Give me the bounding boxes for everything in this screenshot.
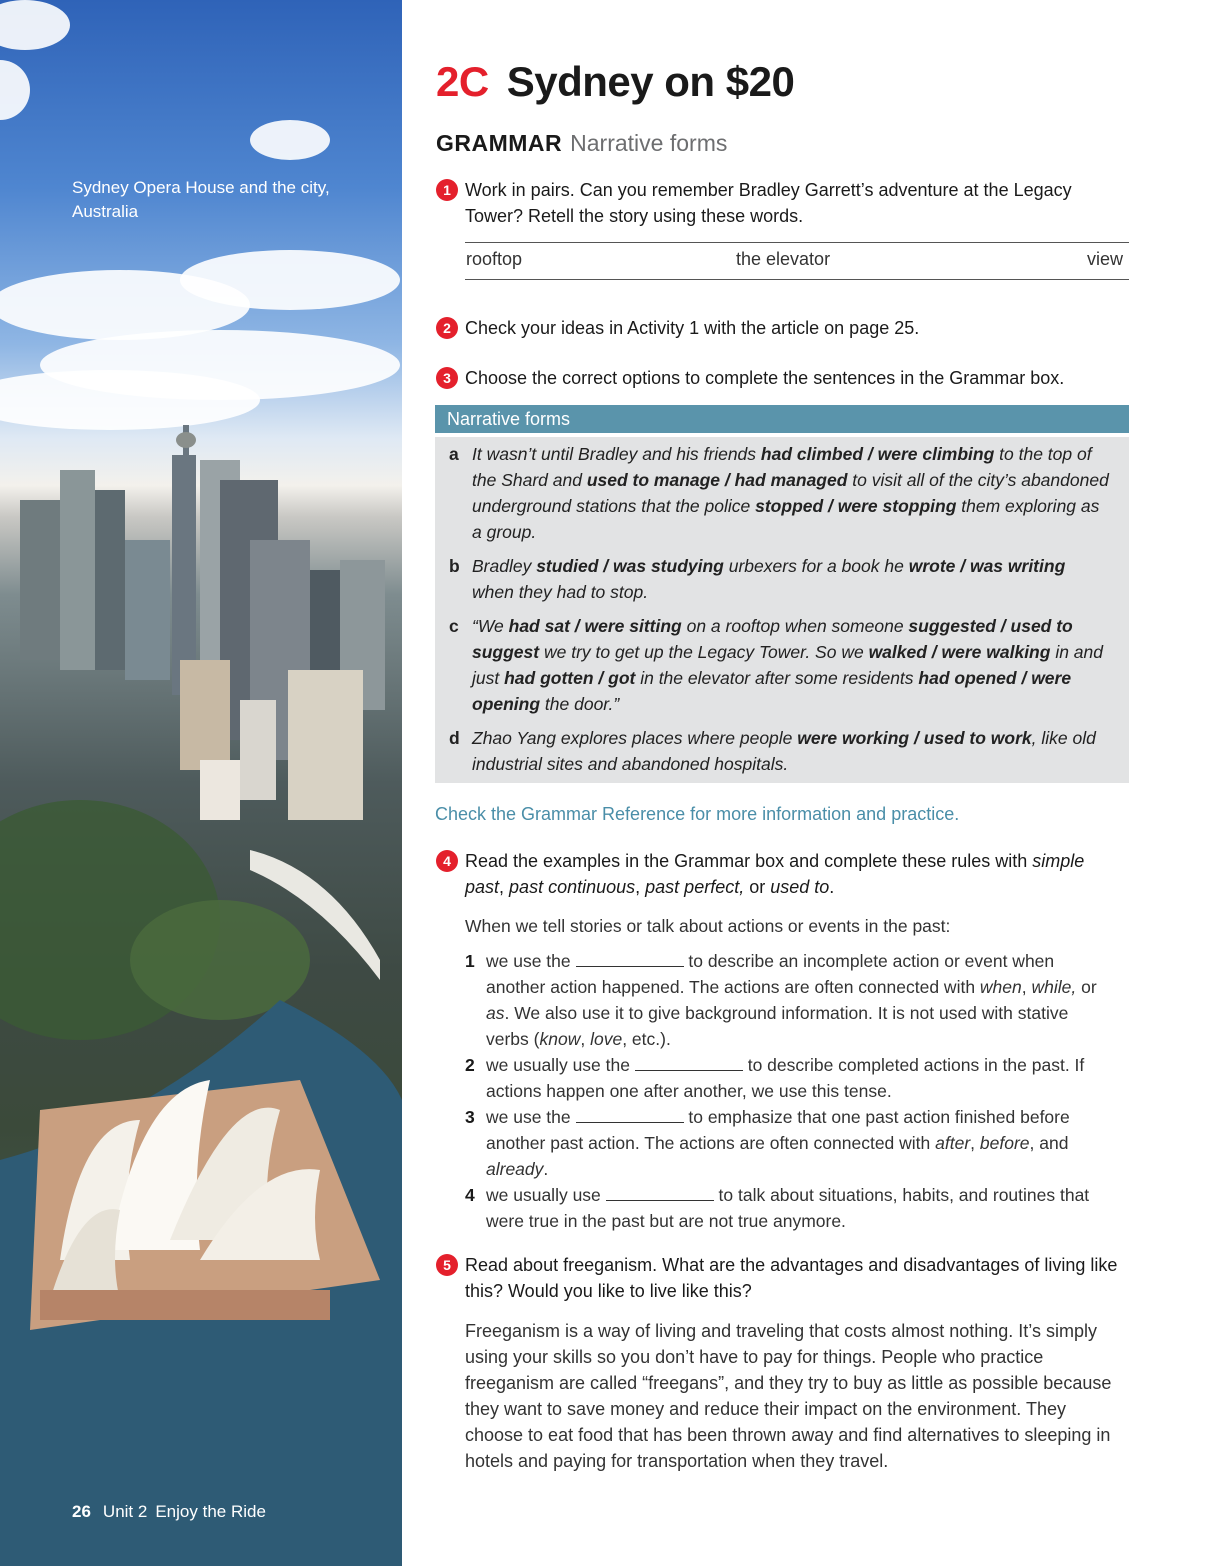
grammar-item-d: d Zhao Yang explores places where people were working / used to work, like old industrial sites and abandoned hospitals. xyxy=(449,725,1109,777)
grammar-reference-link[interactable]: Check the Grammar Reference for more information and practice. xyxy=(435,804,960,824)
answer-blank[interactable] xyxy=(606,1186,714,1201)
activity-1-text: Work in pairs. Can you remember Bradley Garrett’s adventure at the Legacy Tower? Retell the story using these words. xyxy=(465,180,1072,226)
word-item: the elevator xyxy=(736,249,831,269)
activity-number-badge: 4 xyxy=(436,850,458,872)
photo-caption: Sydney Opera House and the city, Australia xyxy=(72,178,330,221)
grammar-box-title-text: Narrative forms xyxy=(447,409,571,429)
grammar-box xyxy=(435,437,1129,783)
grammar-item-c: c “We had sat / were sitting on a rooftop when someone suggested / used to suggest we try to get up the Legacy Tower. So we walked / were walking in and just had gotten / got in the elevator after some residents had opened / were opening the door.” xyxy=(449,613,1109,717)
section-title xyxy=(436,130,727,157)
word-item: rooftop xyxy=(466,249,523,269)
activity-5-text: Read about freeganism. What are the advantages and disadvantages of living like this? Would you like to live like this? xyxy=(465,1255,1118,1301)
sydney-photo xyxy=(0,0,402,1566)
rules-intro: When we tell stories or talk about actions or events in the past: xyxy=(465,916,951,936)
answer-blank[interactable] xyxy=(576,1108,684,1123)
rule-number: 4 xyxy=(465,1185,475,1205)
item-letter: a xyxy=(449,444,459,464)
unit-label: Unit 2 xyxy=(102,1502,148,1521)
lesson-heading xyxy=(436,58,794,106)
item-letter: c xyxy=(449,616,459,636)
grammar-box-title xyxy=(435,405,1129,433)
rule-3: 3 we use the to emphasize that one past action finished before another past action. The actions are often connected with after, before, and already. xyxy=(465,1104,1115,1182)
page-footer xyxy=(72,1502,266,1522)
item-letter: b xyxy=(449,556,460,576)
rule-2: 2 we usually use the to describe completed actions in the past. If actions happen one after another, we use this tense. xyxy=(465,1052,1115,1104)
city-skyline-illustration xyxy=(0,0,402,1566)
activity-2-text: Check your ideas in Activity 1 with the article on page 25. xyxy=(465,318,920,338)
answer-blank[interactable] xyxy=(576,952,684,967)
item-letter: d xyxy=(449,728,460,748)
lesson-title: Sydney on $20 xyxy=(506,58,795,105)
activity-number-badge: 2 xyxy=(436,317,458,339)
unit-title: Enjoy the Ride xyxy=(155,1502,266,1521)
word-list xyxy=(465,242,1129,280)
grammar-item-a: a It wasn’t until Bradley and his friends had climbed / were climbing to the top of the Shard and used to manage / had managed to visit all of the city’s abandoned underground stations that the police stopped / were stopping them exploring as a group. xyxy=(449,441,1109,545)
rule-1: 1 we use the to describe an incomplete action or event when another action happened. The actions are often connected with when, while, or as. We also use it to give background information. It is not used with stative verbs (know, love, etc.). xyxy=(465,948,1115,1052)
grammar-item-b: b Bradley studied / was studying urbexers for a book he wrote / was writing when they had to stop. xyxy=(449,553,1109,605)
activity-number-badge: 1 xyxy=(436,179,458,201)
lesson-code: 2C xyxy=(436,58,489,105)
answer-blank[interactable] xyxy=(635,1056,743,1071)
activity-3-text: Choose the correct options to complete the sentences in the Grammar box. xyxy=(465,368,1065,388)
rule-number: 2 xyxy=(465,1055,475,1075)
rule-number: 3 xyxy=(465,1107,475,1127)
rule-number: 1 xyxy=(465,951,475,971)
rule-4: 4 we usually use to talk about situations, habits, and routines that were true in the past but are not true anymore. xyxy=(465,1182,1115,1234)
section-name: Narrative forms xyxy=(570,130,728,156)
activity-number-badge: 5 xyxy=(436,1254,458,1276)
activity-number-badge: 3 xyxy=(436,367,458,389)
page-number: 26 xyxy=(72,1502,91,1521)
word-item: view xyxy=(1086,249,1123,269)
activity-4-text: Read the examples in the Grammar box and complete these rules with simple past, past continuous, past perfect, or used to. xyxy=(465,851,1085,897)
section-label: GRAMMAR xyxy=(436,130,563,156)
freeganism-paragraph: Freeganism is a way of living and traveling that costs almost nothing. It’s simply using your skills so you don’t have to pay for things. People who practice freeganism are called “freegans”, and they try to buy as little as possible because they want to save money and reduce their impact on the environment. They choose to eat food that has been thrown away and find alternatives to sleeping in hotels and paying for transportation when they travel. xyxy=(465,1321,1112,1471)
